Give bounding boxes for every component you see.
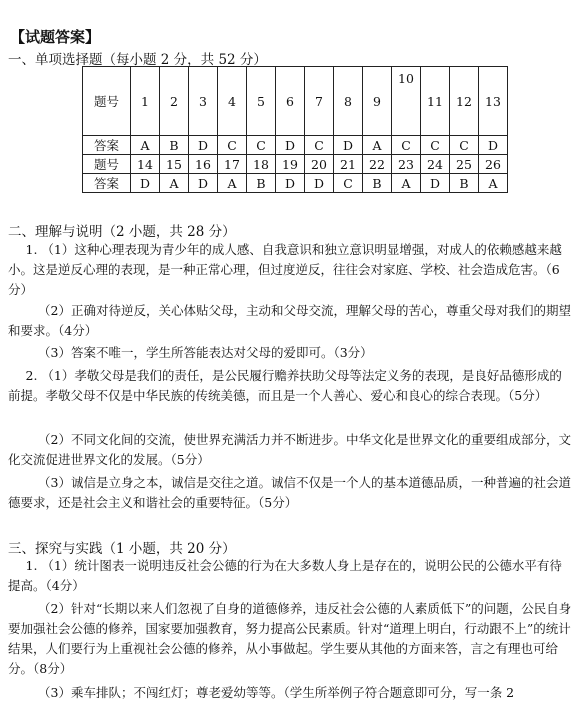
section2-paragraph: 2. （1）孝敬父母是我们的责任，是公民履行赡养扶助父母等法定义务的表现，是良好品德形成的前提。孝敬父母不仅是中华民族的传统美德，而且是一个人善心、爱心和良心的综合表现。（5分） [8,368,562,403]
question-number: 13 [479,67,508,136]
question-number: 8 [334,67,363,136]
answer-cell: D [421,174,450,193]
table-row [83,136,508,155]
section2-paragraph: （3）答案不唯一，学生所答能表达对父母的爱即可。（3分） [38,345,373,360]
question-number: 21 [334,155,363,174]
question-number: 22 [363,155,392,174]
section2-paragraph: 1. （1）这种心理表现为青少年的成人感、自我意识和独立意识明显增强，对成人的依赖感越来越小。这是逆反心理的表现，是一种正常心理，但过度逆反，往往会对家庭、学校、社会造成危害。（6分） [8,242,562,297]
answer-cell: D [131,174,160,193]
question-number-label: 题号 [83,155,131,174]
answer-cell: D [305,174,334,193]
answer-cell: B [363,174,392,193]
page-title: 【试题答案】 [10,28,101,46]
question-number: 7 [305,67,334,136]
answer-table [82,66,508,193]
question-number: 6 [276,67,305,136]
question-number: 15 [160,155,189,174]
answer-cell: B [247,174,276,193]
section1-heading: 一、单项选择题（每小题 2 分，共 52 分） [8,52,267,68]
section2-paragraph: （2）不同文化间的交流，使世界充满活力并不断进步。中华文化是世界文化的重要组成部分，文化交流促进世界文化的发展。（5分） [8,432,571,467]
answer-cell: D [334,136,363,155]
question-number: 9 [363,67,392,136]
question-number: 19 [276,155,305,174]
answer-cell: A [218,174,247,193]
answer-cell: A [363,136,392,155]
answer-cell: D [276,136,305,155]
answer-cell: B [450,174,479,193]
answer-cell: D [276,174,305,193]
question-number: 24 [421,155,450,174]
answer-cell: D [189,136,218,155]
question-number: 16 [189,155,218,174]
answer-cell: A [479,174,508,193]
question-number: 18 [247,155,276,174]
question-number: 25 [450,155,479,174]
answer-label: 答案 [83,136,131,155]
section3-paragraph: 1. （1）统计图表一说明违反社会公德的行为在大多数人身上是存在的，说明公民的公德水平有待提高。（4分） [8,558,562,593]
answer-cell: D [479,136,508,155]
section2-paragraph: （2）正确对待逆反，关心体贴父母，主动和父母交流，理解父母的苦心，尊重父母对我们的期望和要求。（4分） [8,303,571,338]
answer-label: 答案 [83,174,131,193]
question-number: 4 [218,67,247,136]
answer-cell: C [218,136,247,155]
table-row [83,67,508,136]
question-number: 12 [450,67,479,136]
section2-heading: 二、理解与说明（2 小题，共 28 分） [8,224,236,240]
answer-cell: C [421,136,450,155]
question-number: 14 [131,155,160,174]
answer-cell: D [189,174,218,193]
question-number: 3 [189,67,218,136]
answer-cell: A [392,174,421,193]
answer-cell: C [247,136,276,155]
section3-paragraph: （3）乘车排队；不闯红灯；尊老爱幼等等。（学生所举例子符合题意即可分，写一条 2 [38,685,515,700]
answer-cell: C [392,136,421,155]
answer-cell: B [160,136,189,155]
answer-cell: A [160,174,189,193]
question-number: 26 [479,155,508,174]
section3-paragraph: （2）针对“长期以来人们忽视了自身的道德修养，违反社会公德的人素质低下”的问题，公民自身要加强社会公德的修养，国家要加强教育，努力提高公民素质。针对“道理上明白，行动跟不上”的统计结果，人们要行为上重视社会公德的修养，从小事做起。学生要从其他的方面来答，言之有理也可给分。（8分） [8,601,572,676]
answer-cell: C [305,136,334,155]
question-number-cell [392,67,421,136]
answer-cell: C [450,136,479,155]
table-row [83,174,508,193]
section2-paragraph: （3）诚信是立身之本，诚信是交往之道。诚信不仅是一个人的基本道德品质，一种普遍的社会道德要求，还是社会主义和谐社会的重要特征。（5分） [8,475,571,510]
answer-cell: C [334,174,363,193]
question-number: 5 [247,67,276,136]
question-number: 2 [160,67,189,136]
table-row [83,155,508,174]
section3-heading: 三、探究与实践（1 小题，共 20 分） [8,541,236,557]
question-number: 20 [305,155,334,174]
question-number: 23 [392,155,421,174]
answer-cell: A [131,136,160,155]
question-number-label: 题号 [83,67,131,136]
question-number: 11 [421,67,450,136]
question-number: 1 [131,67,160,136]
question-number: 10 [398,71,414,86]
question-number: 17 [218,155,247,174]
